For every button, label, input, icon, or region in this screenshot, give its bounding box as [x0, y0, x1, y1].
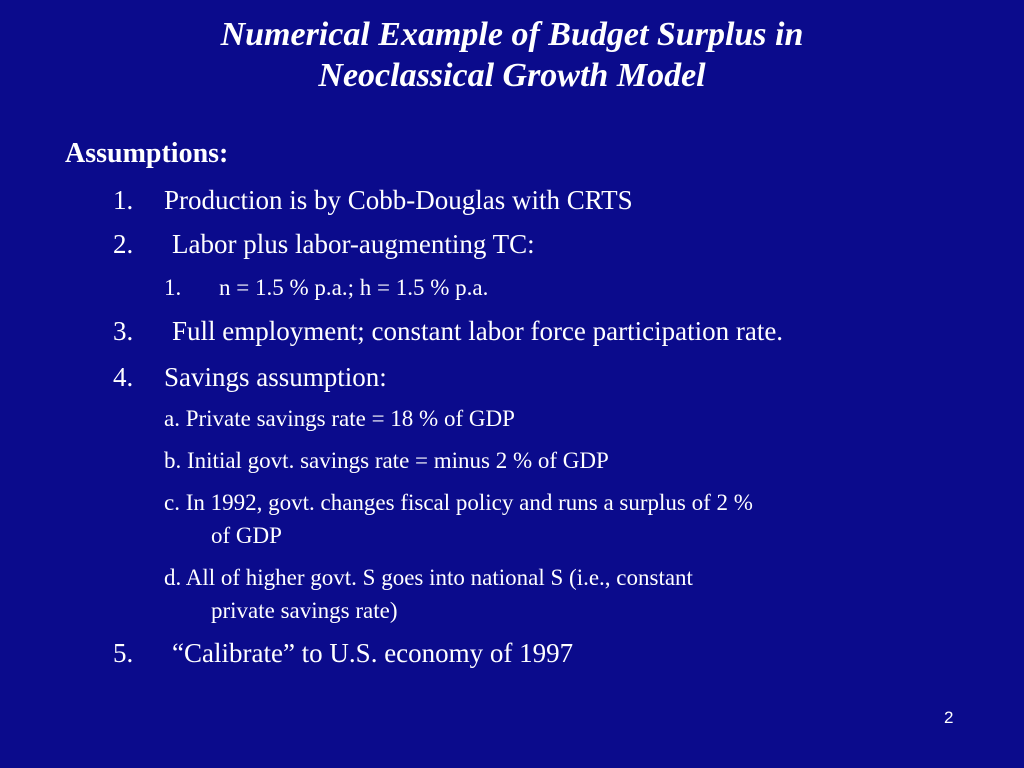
- list-item-number: 1.: [113, 185, 134, 215]
- list-item-text: Labor plus labor-augmenting TC:: [172, 229, 535, 259]
- sub-item-text: n = 1.5 % p.a.; h = 1.5 % p.a.: [219, 275, 489, 300]
- sub-item-number: 1.: [164, 275, 182, 300]
- savings-item-c: [164, 486, 964, 552]
- page-number: 2: [944, 708, 954, 727]
- list-item-text: “Calibrate” to U.S. economy of 1997: [172, 638, 574, 668]
- savings-item-continuation: of GDP: [211, 523, 282, 548]
- savings-item-text: a. Private savings rate = 18 % of GDP: [164, 406, 515, 431]
- list-item-text: Full employment; constant labor force participation rate.: [172, 316, 784, 346]
- list-item-text: Savings assumption:: [164, 362, 387, 392]
- savings-item-text: b. Initial govt. savings rate = minus 2 % of GDP: [164, 448, 609, 473]
- savings-item-b: [164, 444, 964, 477]
- assumptions-heading: Assumptions:: [65, 138, 229, 169]
- savings-item-a: [164, 402, 964, 435]
- list-item-text: Production is by Cobb-Douglas with CRTS: [164, 185, 633, 215]
- slide-title: [0, 14, 1024, 96]
- list-item-number: 4.: [113, 362, 134, 392]
- list-item-number: 5.: [113, 638, 134, 668]
- savings-item-d: [164, 561, 964, 627]
- savings-item-continuation: private savings rate): [211, 598, 398, 623]
- savings-item-text: c. In 1992, govt. changes fiscal policy and runs a surplus of 2 %: [164, 490, 753, 515]
- list-item-number: 2.: [113, 229, 134, 259]
- title-line-1: Numerical Example of Budget Surplus in: [220, 16, 804, 53]
- savings-item-text: d. All of higher govt. S goes into national S (i.e., constant: [164, 565, 693, 590]
- title-line-2: Neoclassical Growth Model: [318, 57, 706, 94]
- list-item-number: 3.: [113, 316, 134, 346]
